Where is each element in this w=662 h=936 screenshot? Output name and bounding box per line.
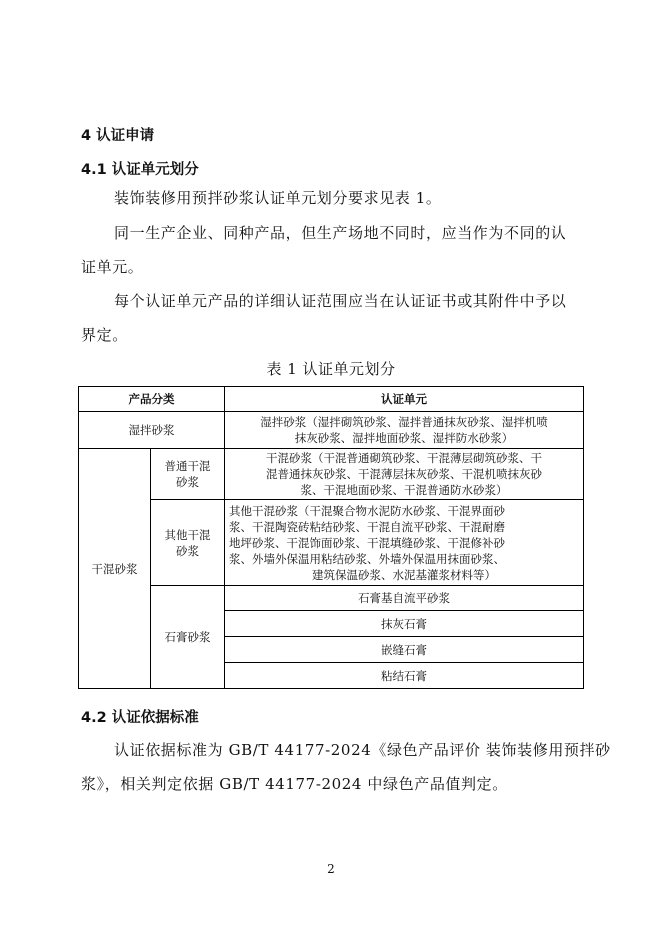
paragraph-site-line2: 证单元。 [81, 258, 144, 276]
cell-ordinary-unit [225, 449, 584, 500]
wet-unit-line: 湿拌砂浆（湿拌砌筑砂浆、湿拌普通抹灰砂浆、湿拌机喷 [260, 415, 548, 429]
cell-gypsum-unit: 嵌缝石膏 [225, 637, 584, 663]
other-unit-line: 浆、外墙外保温用粘结砂浆、外墙外保温用抹面砂浆、 [229, 551, 505, 566]
other-unit-line: 浆、干混陶瓷砖粘结砂浆、干混自流平砂浆、干混耐磨 [229, 519, 505, 534]
table-caption: 表 1 认证单元划分 [266, 360, 396, 378]
header-certification-unit: 认证单元 [225, 387, 584, 412]
certification-unit-table [78, 386, 584, 689]
other-sub-line: 其他干混 [164, 527, 211, 542]
header-product-category: 产品分类 [79, 387, 225, 412]
cell-other-unit [225, 500, 584, 586]
table-header-row [79, 387, 584, 412]
cell-dry-category: 干混砂浆 [79, 449, 151, 689]
paragraph-scope-line1: 每个认证单元产品的详细认证范围应当在认证证书或其附件中予以 [114, 292, 567, 310]
subsection-heading-4-1: 4.1 认证单元划分 [81, 162, 199, 178]
ordinary-unit-line: 浆、干混地面砂浆、干混普通防水砂浆） [300, 483, 508, 497]
other-sub-line: 砂浆 [176, 543, 199, 558]
cell-wet-unit [225, 412, 584, 449]
ordinary-sub-line: 普通干混 [164, 459, 211, 473]
table-row-other [79, 500, 584, 586]
table-row-gypsum [79, 586, 584, 611]
cell-gypsum-unit: 抹灰石膏 [225, 611, 584, 637]
ordinary-unit-line: 干混砂浆（干混普通砌筑砂浆、干混薄层砌筑砂浆、干 [266, 451, 542, 465]
other-unit-line: 建筑保温砂浆、水泥基灌浆材料等） [312, 567, 496, 582]
ordinary-unit-line: 混普通抹灰砂浆、干混薄层抹灰砂浆、干混机喷抹灰砂 [266, 467, 542, 481]
paragraph-standard-line2: 浆》，相关判定依据 GB/T 44177-2024 中绿色产品值判定。 [81, 775, 508, 793]
page-number: 2 [327, 862, 335, 876]
subsection-heading-4-2: 4.2 认证依据标准 [81, 710, 199, 726]
paragraph-standard-line1: 认证依据标准为 GB/T 44177-2024《绿色产品评价 装饰装修用预拌砂 [114, 741, 611, 759]
table-row-ordinary [79, 449, 584, 500]
cell-ordinary-sub [151, 449, 225, 500]
paragraph-scope-line2: 界定。 [81, 326, 128, 344]
wet-unit-line: 抹灰砂浆、湿拌地面砂浆、湿拌防水砂浆） [294, 431, 514, 445]
paragraph-site-line1: 同一生产企业、同种产品，但生产场地不同时，应当作为不同的认 [114, 224, 567, 242]
cell-gypsum-sub: 石膏砂浆 [151, 586, 225, 689]
other-unit-line: 地坪砂浆、干混饰面砂浆、干混填缝砂浆、干混修补砂 [229, 535, 505, 550]
cell-gypsum-unit: 石膏基自流平砂浆 [225, 586, 584, 611]
cell-gypsum-unit: 粘结石膏 [225, 663, 584, 689]
section-heading: 4 认证申请 [81, 128, 155, 144]
ordinary-sub-line: 砂浆 [176, 475, 199, 489]
paragraph-unit-division: 装饰装修用预拌砂浆认证单元划分要求见表 1。 [114, 189, 442, 207]
cell-other-sub [151, 500, 225, 586]
other-unit-line: 其他干混砂浆（干混聚合物水泥防水砂浆、干混界面砂 [229, 503, 505, 518]
cell-wet-category: 湿拌砂浆 [79, 412, 225, 449]
table-row-wet [79, 412, 584, 449]
